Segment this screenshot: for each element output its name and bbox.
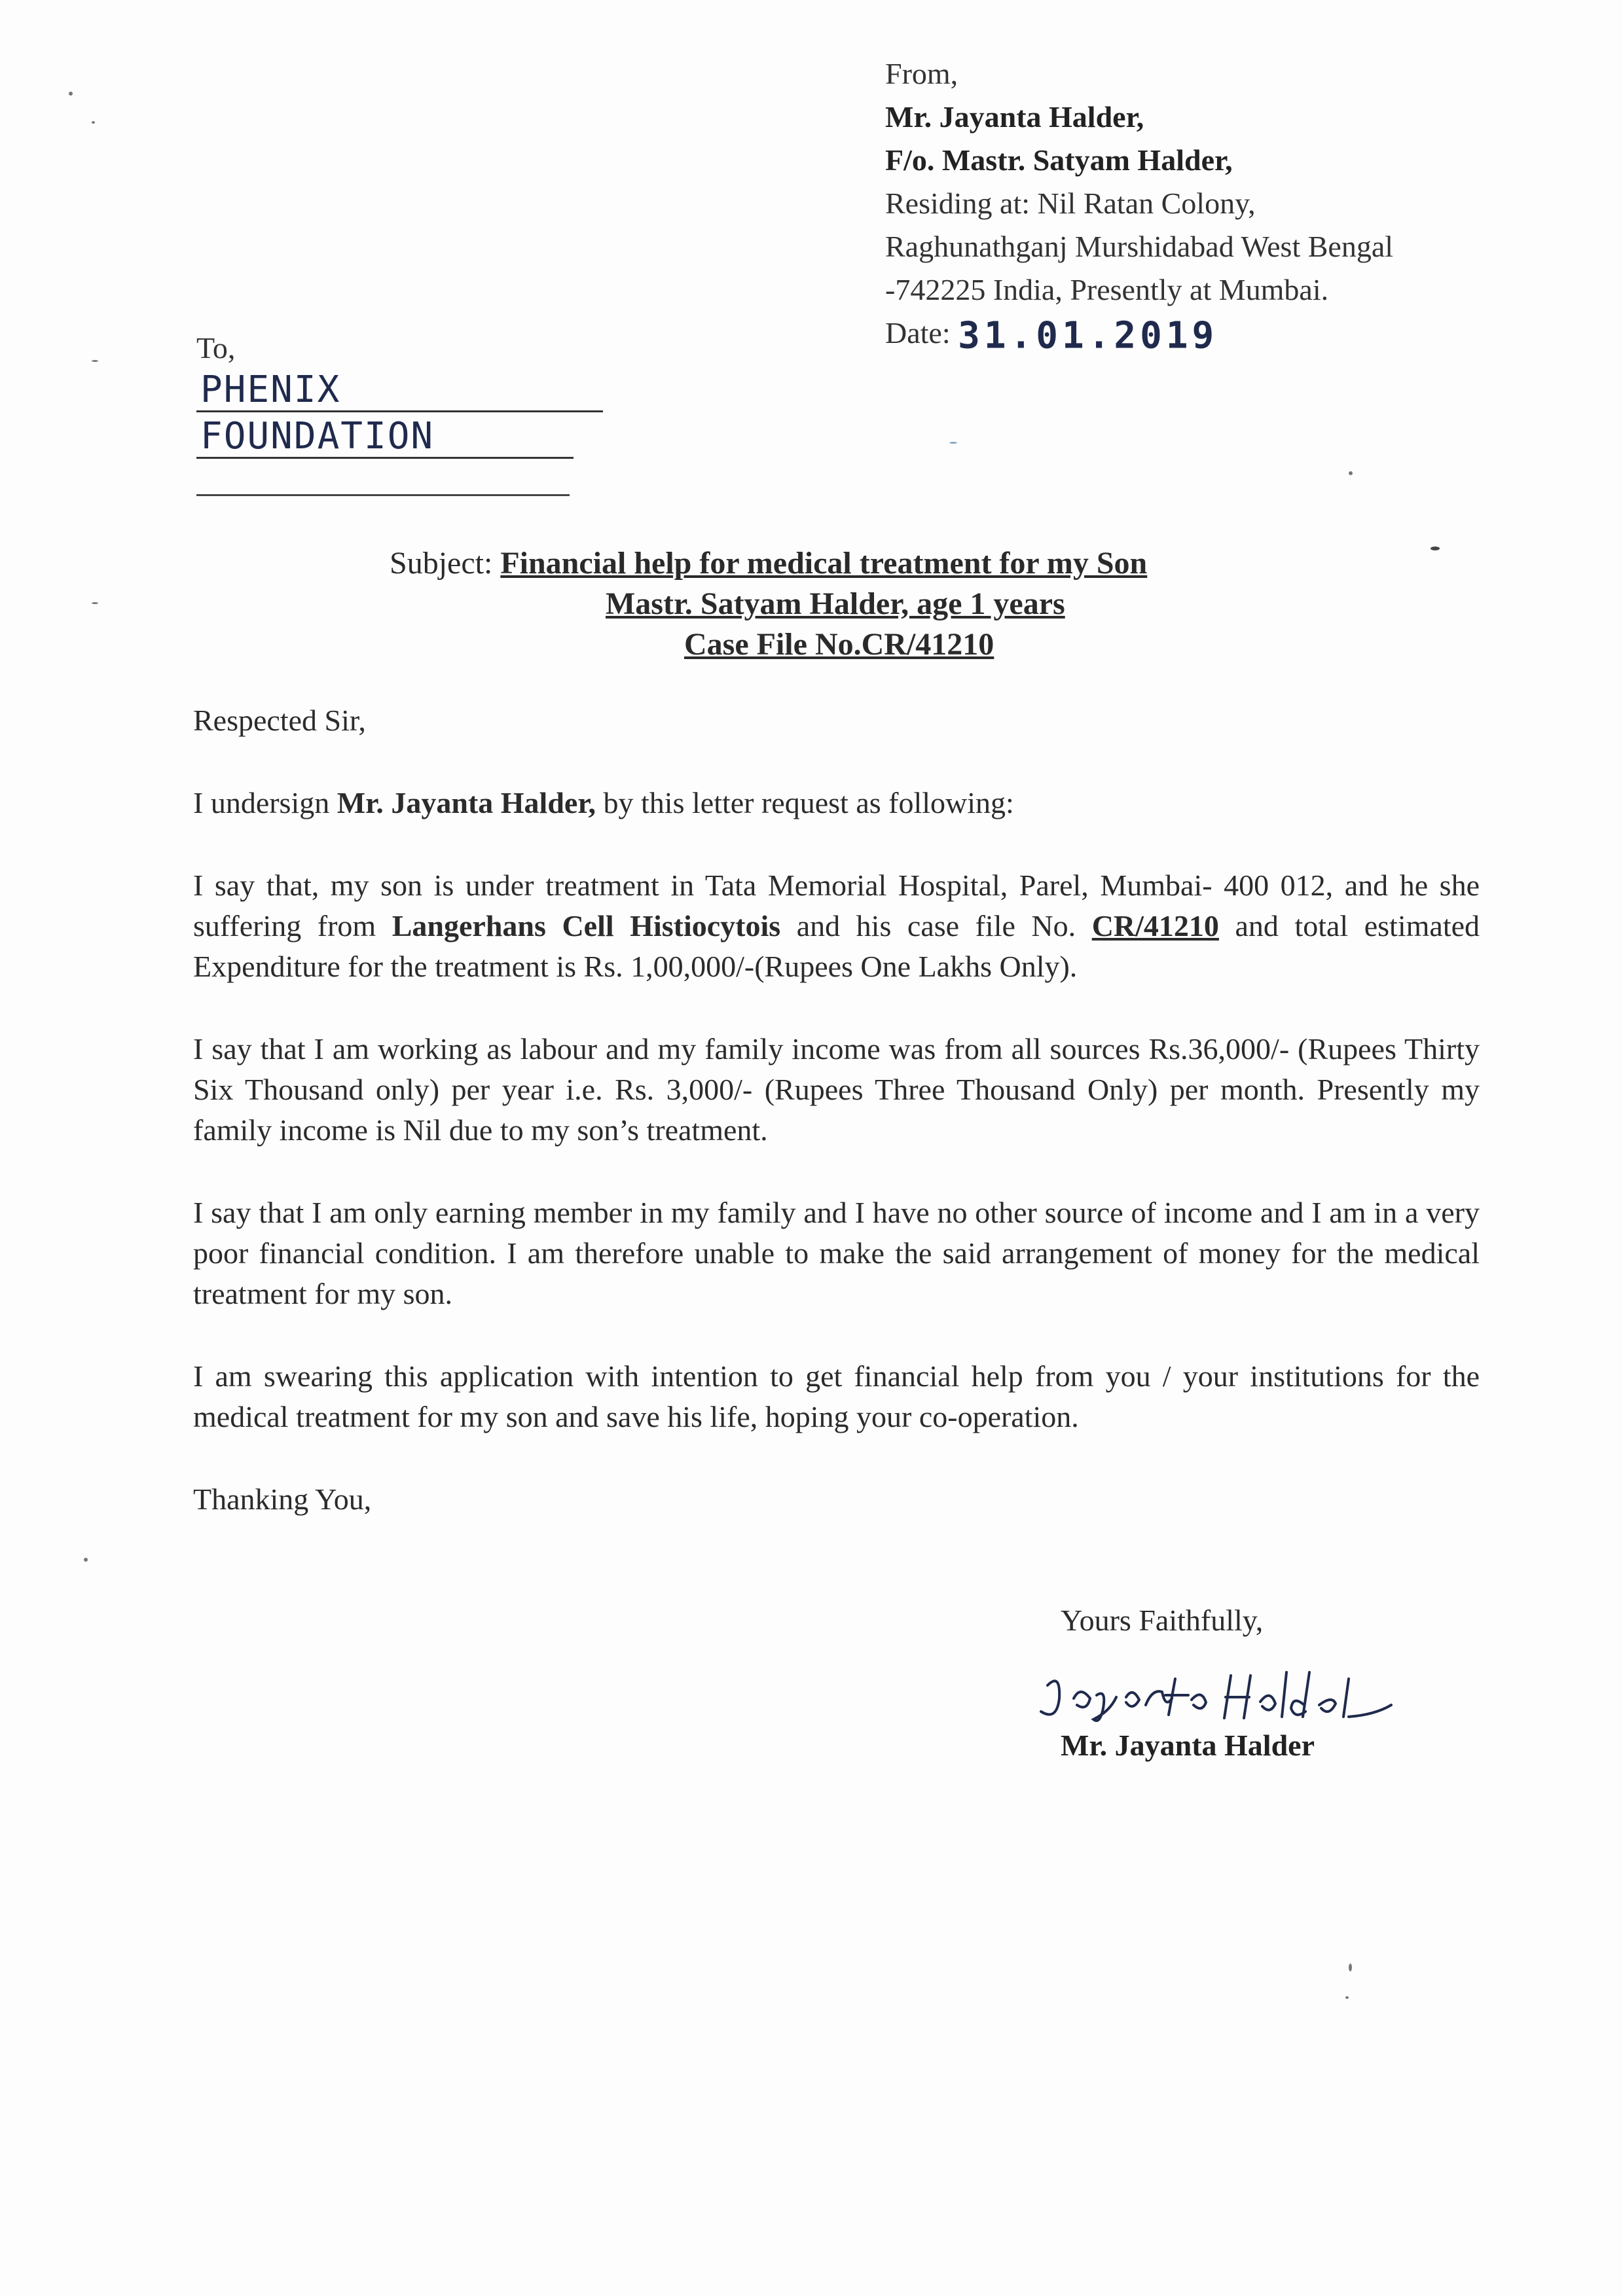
subject-block — [390, 543, 1306, 665]
date-value: 31.01.2019 — [958, 314, 1218, 357]
to-label: To, — [196, 331, 236, 365]
thanking: Thanking You, — [193, 1482, 372, 1516]
paragraph-intro — [193, 783, 1480, 823]
sender-name: Mr. Jayanta Halder, — [885, 100, 1144, 134]
paragraph-treatment — [193, 865, 1480, 987]
intro-text: I undersign — [193, 786, 337, 819]
subject-label: Subject: — [390, 546, 493, 581]
treatment-text: I say that, my son is under treatment in Tata Memorial Hospital, Parel, Mumbai- 400 012, and he she suffering from — [193, 869, 1480, 942]
signature — [1034, 1659, 1401, 1731]
recipient-line2: FOUNDATION — [196, 416, 574, 459]
sender-address-line1: Residing at: Nil Ratan Colony, — [885, 187, 1256, 220]
scan-speck — [1349, 471, 1353, 475]
intro-text-end: by this letter request as following: — [596, 786, 1014, 819]
scan-speck — [1431, 547, 1440, 550]
signatory-name: Mr. Jayanta Halder — [1061, 1729, 1315, 1762]
treatment-text-mid: and his case file No. — [780, 909, 1092, 942]
sender-block — [885, 52, 1540, 357]
intro-name: Mr. Jayanta Halder, — [337, 786, 596, 819]
subject-line3: Case File No.CR/41210 — [684, 627, 994, 662]
scan-speck — [92, 121, 95, 124]
address-rule — [196, 494, 570, 496]
sender-address-line2: Raghunathganj Murshidabad West Bengal — [885, 230, 1394, 263]
scan-speck — [1345, 1996, 1349, 1999]
subject-line1: Financial help for medical treatment for my Son — [500, 546, 1148, 581]
sender-address-line3: -742225 India, Presently at Mumbai. — [885, 273, 1329, 306]
scan-speck — [69, 92, 73, 96]
paragraph-condition: I say that I am only earning member in my family and I have no other source of income and I am in a very poor financial condition. I am therefore unable to make the said arrangement of money for the medical treatment for my son. — [193, 1196, 1480, 1310]
treatment-text-end: and total estimated Expenditure for the treatment is Rs. 1,00,000/-(Rupees One Lakhs Only). — [193, 909, 1480, 983]
date-label: Date: — [885, 316, 951, 350]
scan-speck — [949, 442, 957, 444]
scan-speck — [92, 602, 98, 604]
salutation: Respected Sir, — [193, 704, 366, 737]
case-number: CR/41210 — [1091, 909, 1219, 942]
scan-speck — [84, 1558, 88, 1562]
paragraph-income: I say that I am working as labour and my family income was from all sources Rs.36,000/- (Rupees Thirty Six Thousand only) per year i.e. Rs. 3,000/- (Rupees Three Thousand Only) per month. Presently my family income is Nil due to my son’s treatment. — [193, 1032, 1480, 1147]
date-line — [885, 312, 1540, 357]
recipient-handwritten — [196, 370, 602, 459]
scan-speck — [1349, 1964, 1352, 1971]
recipient-line1: PHENIX — [196, 370, 603, 412]
letter-body — [193, 700, 1480, 1562]
from-label: From, — [885, 57, 958, 90]
disease-name: Langerhans Cell Histiocytois — [392, 909, 781, 942]
sender-relation: F/o. Mastr. Satyam Halder, — [885, 143, 1233, 177]
valediction: Yours Faithfully, — [1061, 1604, 1264, 1637]
paragraph-request: I am swearing this application with intention to get financial help from you / your institutions for the medical treatment for my son and save his life, hoping your co-operation. — [193, 1359, 1480, 1433]
scan-speck — [92, 360, 98, 362]
subject-line2: Mastr. Satyam Halder, age 1 years — [606, 586, 1065, 621]
